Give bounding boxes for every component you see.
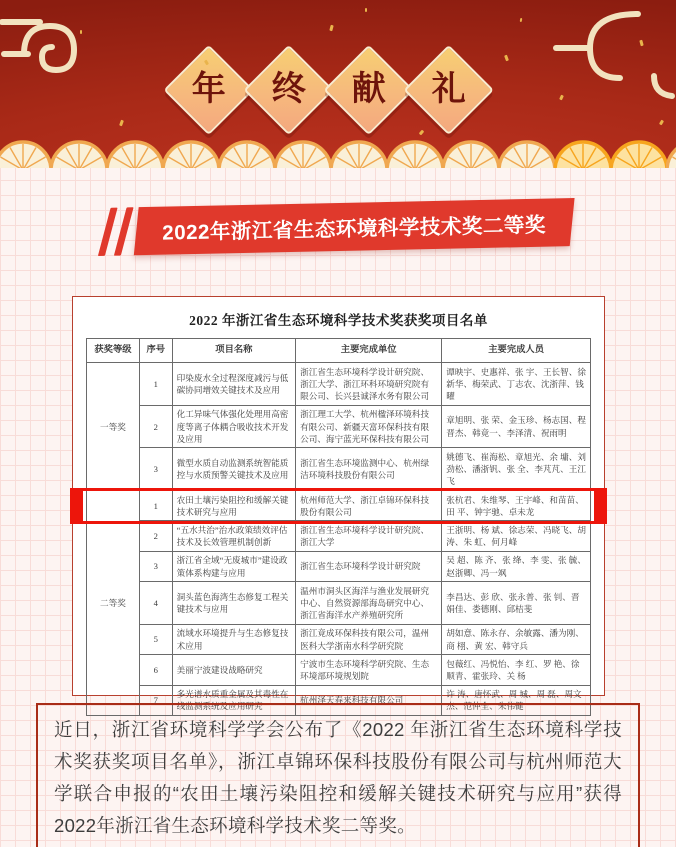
people-cell: 包薇红、冯悦怡、李 红、罗 艳、徐顺青、霍张玲、关 杨 — [442, 655, 591, 685]
people-cell: 姚德飞、崔海松、章旭光、余 墉、刘劲松、潘浙钒、张 全、李芃芃、王江飞 — [442, 448, 591, 491]
confetti-speck — [504, 55, 509, 62]
people-cell: 胡如意、陈永存、余敏露、潘为刚、商 栩、黄 宏、韩守兵 — [442, 624, 591, 654]
no-cell: 2 — [139, 405, 172, 448]
col-header-people: 主要完成人员 — [442, 339, 591, 363]
title-diamond — [323, 45, 414, 136]
no-cell: 4 — [139, 582, 172, 625]
project-cell: “五水共治”治水政策绩效评估技术及长效管理机制创新 — [172, 521, 295, 551]
cloud-icon-right — [526, 6, 676, 106]
cloud-icon-left — [0, 10, 185, 105]
col-header-no: 序号 — [139, 339, 172, 363]
fan-icon — [218, 140, 276, 168]
col-header-project: 项目名称 — [172, 339, 295, 363]
fan-scallop-border — [0, 140, 676, 168]
table-row — [87, 363, 591, 406]
confetti-speck — [559, 95, 564, 101]
confetti-speck — [119, 120, 124, 127]
units-cell: 浙江省生态环境监测中心、杭州绿洁环境科技股份有限公司 — [296, 448, 442, 491]
fan-icon — [0, 140, 52, 168]
col-header-units: 主要完成单位 — [296, 339, 442, 363]
award-banner — [104, 198, 573, 256]
confetti-speck — [639, 40, 643, 47]
news-paragraph: 近日，浙江省环境科学学会公布了《2022 年浙江省生态环境科学技术奖获奖项目名单》，浙江卓锦环保科技股份有限公司与杭州师范大学联合申报的“农田土壤污染阻控和缓解关键技术研究与应用”获得2022年浙江省生态环境科学技术奖二等奖。 — [54, 719, 622, 836]
title-char: 终 — [271, 71, 306, 108]
project-cell: 洞头蓝色海湾生态修复工程关键技术与应用 — [172, 582, 295, 625]
project-cell: 微型水质自动监测系统智能质控与水质预警关键技术及应用 — [172, 448, 295, 491]
confetti-speck — [520, 18, 523, 22]
table-row — [87, 551, 591, 581]
confetti-speck — [365, 8, 367, 12]
people-cell: 张杭君、朱维琴、王宇峰、和苗苗、田 平、钟宇驰、卓未龙 — [442, 491, 591, 521]
title-char: 献 — [351, 71, 386, 108]
table-row — [87, 582, 591, 625]
units-cell: 杭州泽天春来科技有限公司 — [296, 685, 442, 715]
banner-slash-icon — [114, 207, 134, 255]
people-cell: 章旭明、张 荣、金玉珍、杨志国、程晋杰、韩竟一、李泽清、祝雨明 — [442, 405, 591, 448]
fan-icon — [106, 140, 164, 168]
fan-icon — [666, 140, 676, 168]
col-header-grade: 获奖等级 — [87, 339, 140, 363]
people-cell: 王浙明、杨 斌、徐志荣、冯晓飞、胡 涛、朱 虹、何月峰 — [442, 521, 591, 551]
award-table — [86, 338, 591, 716]
banner-title: 2022年浙江省生态环境科学技术奖二等奖 — [162, 213, 547, 245]
confetti-speck — [80, 30, 82, 34]
table-row — [87, 521, 591, 551]
year-end-gift-title — [174, 58, 484, 122]
units-cell: 浙江省生态环境科学设计研究院、浙江大学、浙江环科环境研究院有限公司、长兴县诚泽水务有限公司 — [296, 363, 442, 406]
confetti-speck — [419, 130, 425, 136]
table-row — [87, 491, 591, 521]
people-cell: 谭映宇、史惠祥、张 宇、王长智、徐新华、梅荣武、丁志农、沈浙萍、钱 曜 — [442, 363, 591, 406]
table-row — [87, 624, 591, 654]
people-cell: 许 涛、唐怀武、周 城、周 磊、周文杰、范仲全、朱伟健 — [442, 685, 591, 715]
units-cell: 浙江竟成环保科技有限公司，温州医科大学浙南水科学研究院 — [296, 624, 442, 654]
fan-icon — [274, 140, 332, 168]
no-cell: 2 — [139, 521, 172, 551]
no-cell: 1 — [139, 363, 172, 406]
fan-icon — [386, 140, 444, 168]
title-char: 礼 — [431, 71, 466, 108]
title-diamond — [163, 45, 254, 136]
units-cell: 浙江理工大学、杭州楹泽环境科技有限公司、新疆天富环保科技有限公司、海宁蓝光环保科技有限公司 — [296, 405, 442, 448]
project-cell: 流域水环境提升与生态修复技术应用 — [172, 624, 295, 654]
fan-icon — [442, 140, 500, 168]
no-cell: 6 — [139, 655, 172, 685]
grade-cell: 一等奖 — [87, 363, 140, 491]
people-cell: 吴 超、陈 齐、张 绛、李 雯、张 毓、赵浙卿、冯一飒 — [442, 551, 591, 581]
confetti-speck — [329, 25, 333, 32]
title-diamond — [243, 45, 334, 136]
fan-icon — [554, 140, 612, 168]
news-paragraph-box — [36, 703, 640, 847]
title-char: 年 — [191, 71, 226, 108]
table-row — [87, 405, 591, 448]
units-cell: 杭州师范大学、浙江卓锦环保科技股份有限公司 — [296, 491, 442, 521]
units-cell: 宁波市生态环境科学研究院、生态环境部环境规划院 — [296, 655, 442, 685]
project-cell: 美丽宁波建设战略研究 — [172, 655, 295, 685]
table-header-row — [87, 339, 591, 363]
fan-icon — [610, 140, 668, 168]
grade-cell: 二等奖 — [87, 491, 140, 716]
units-cell: 浙江省生态环境科学设计研究院 — [296, 551, 442, 581]
table-title: 2022 年浙江省生态环境科学技术奖获奖项目名单 — [189, 313, 488, 328]
project-cell: 印染废水全过程深度减污与低碳协同增效关键技术及应用 — [172, 363, 295, 406]
no-cell: 5 — [139, 624, 172, 654]
table-row — [87, 448, 591, 491]
no-cell: 7 — [139, 685, 172, 715]
table-row — [87, 655, 591, 685]
fan-icon — [498, 140, 556, 168]
fan-icon — [50, 140, 108, 168]
no-cell: 1 — [139, 491, 172, 521]
no-cell: 3 — [139, 448, 172, 491]
no-cell: 3 — [139, 551, 172, 581]
festive-header — [0, 0, 676, 168]
title-diamond — [403, 45, 494, 136]
table-wrap — [86, 338, 591, 716]
confetti-speck — [659, 120, 664, 126]
fan-icon — [330, 140, 388, 168]
people-cell: 李昌达、彭 欣、张永普、张 钊、晋娟佳、娄德刚、邱桔斐 — [442, 582, 591, 625]
project-cell: 浙江省全域“无废城市”建设政策体系构建与应用 — [172, 551, 295, 581]
units-cell: 浙江省生态环境科学设计研究院、浙江大学 — [296, 521, 442, 551]
units-cell: 温州市洞头区海洋与渔业发展研究中心、自然资源部海岛研究中心、浙江省海洋水产养殖研究所 — [296, 582, 442, 625]
fan-icon — [162, 140, 220, 168]
award-table-card — [72, 296, 605, 712]
project-cell: 化工异味气体强化处理用高密度等离子体耦合吸收技术开发及应用 — [172, 405, 295, 448]
project-cell: 多光谱水质重金属及其毒性在线监测系统及应用研究 — [172, 685, 295, 715]
banner-ribbon — [134, 198, 574, 255]
project-cell: 农田土壤污染阻控和缓解关键技术研究与应用 — [172, 491, 295, 521]
